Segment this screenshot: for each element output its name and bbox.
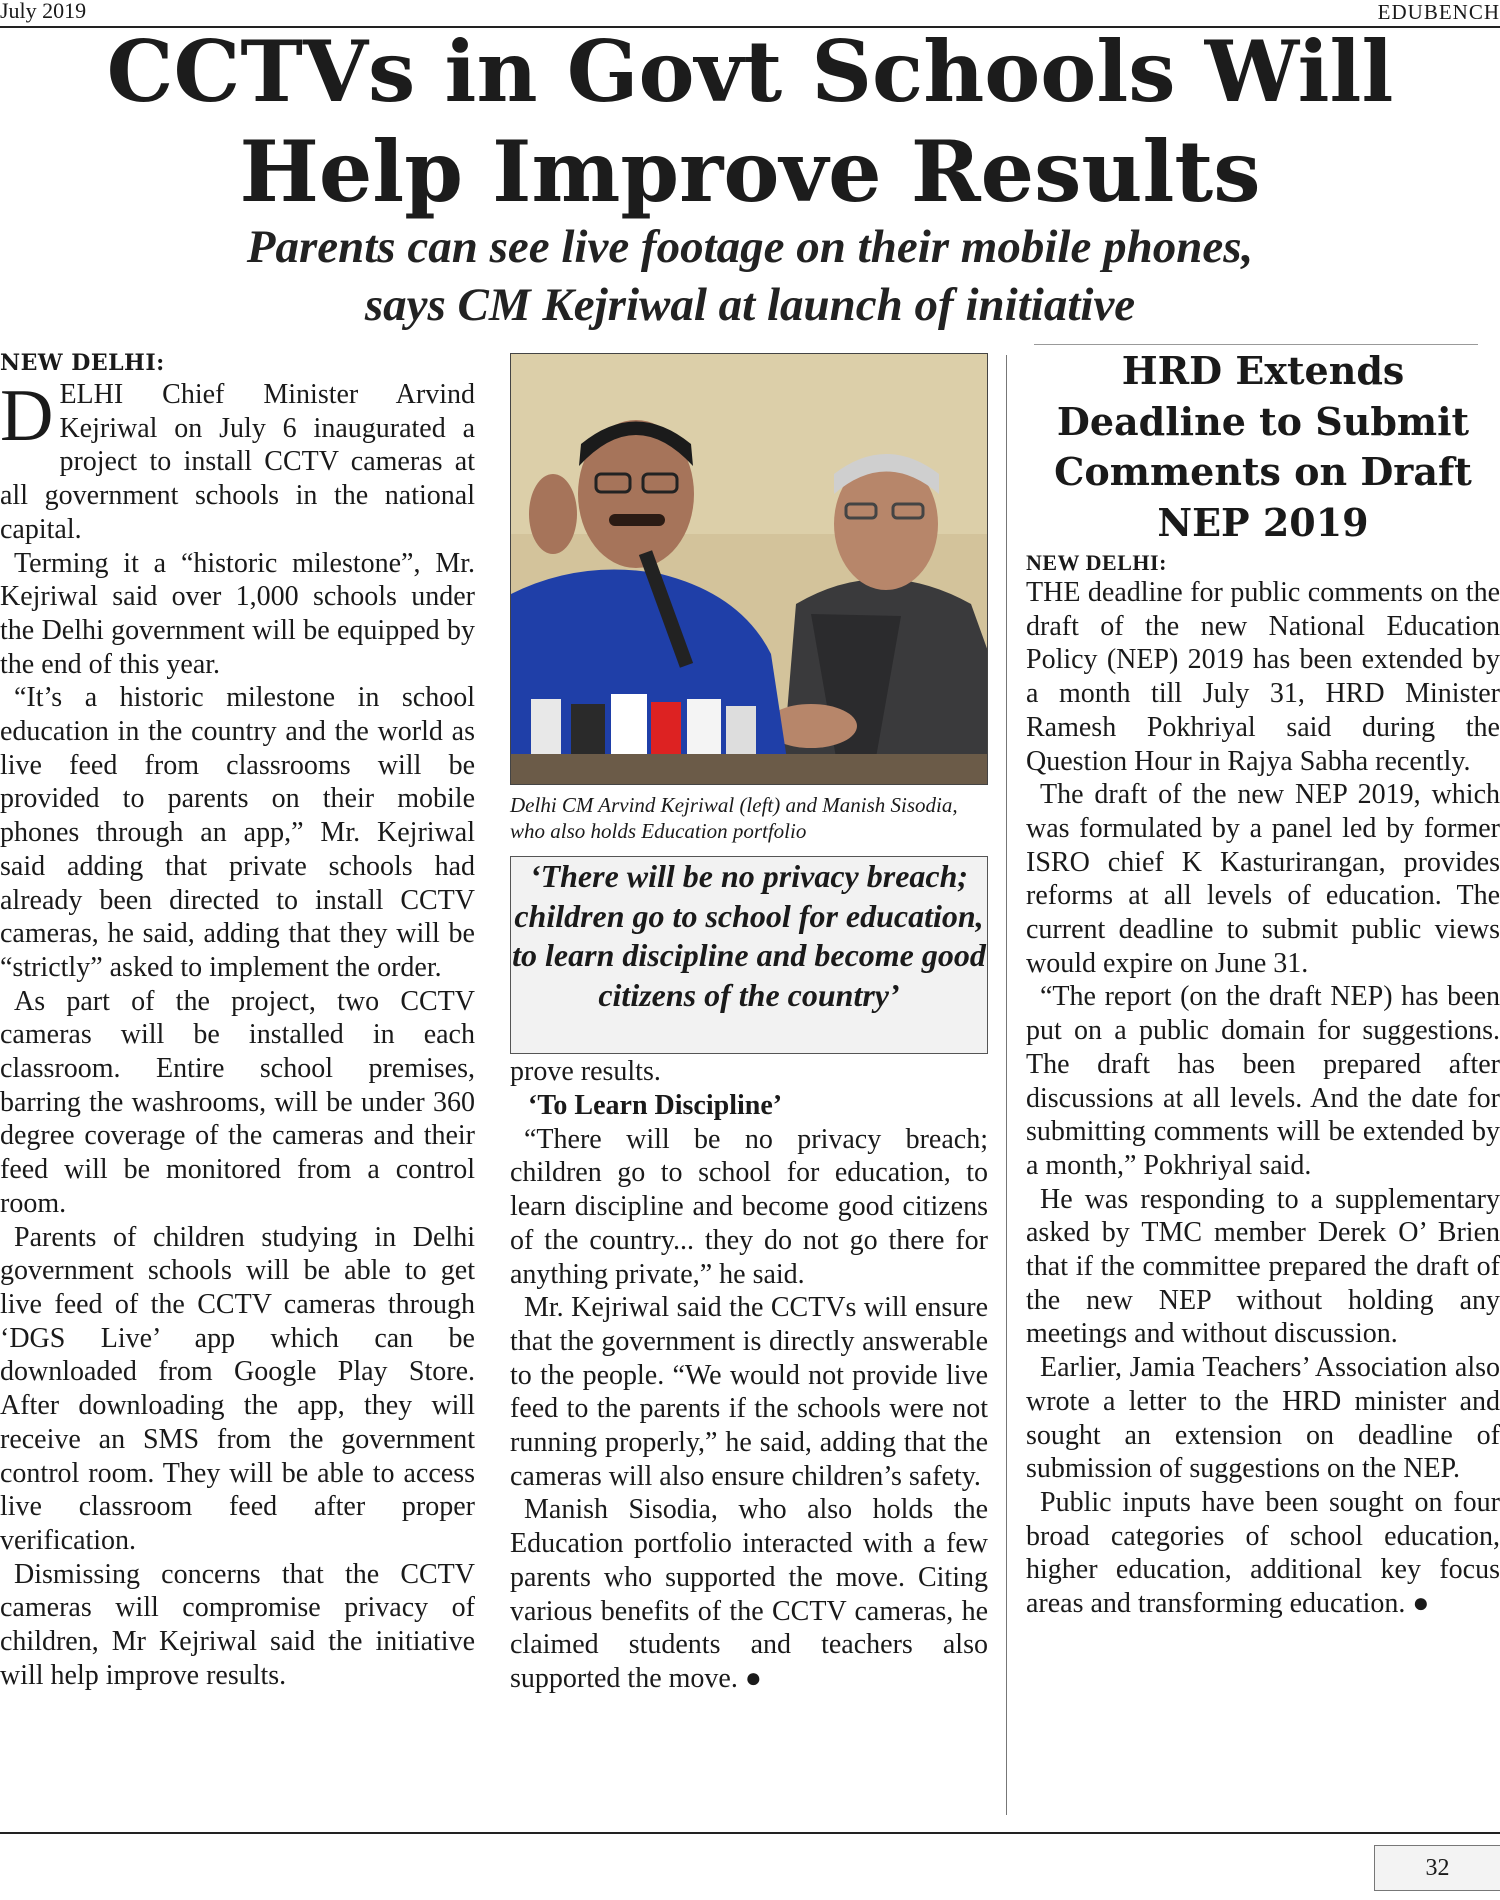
photo-illustration	[511, 354, 988, 785]
article-subheading-rendered: ‘To Learn Discipline’	[528, 1090, 783, 1121]
sidebar-paragraph: He was responding to a supplementary asked by TMC member Derek O’ Brien that if the committee prepared the draft of the new NEP without holding any meetings and without discussion.	[1026, 1183, 1500, 1350]
article-column-2-continuation	[510, 1055, 988, 1089]
article-dateline: NEW DELHI:	[0, 350, 165, 376]
sidebar-paragraph: The draft of the new NEP 2019, which was formulated by a panel led by former ISRO chief K Kasturirangan, provides reforms at all levels of education. The current deadline to submit public views would expire on June 31.	[1026, 779, 1500, 979]
article-paragraph	[0, 375, 475, 547]
continued-text: prove results.	[510, 1056, 661, 1087]
article-photo	[510, 353, 988, 785]
headline-line-1: CCTVs in Govt Schools Will	[106, 22, 1394, 121]
sidebar-paragraph: “The report (on the draft NEP) has been put on a public domain for suggestions. The draft has been prepared after discussions at all levels. And the date for submitting comments will be extended by a month,” Pokhriyal said.	[1026, 981, 1500, 1181]
subhead-line-2: says CM Kejriwal at launch of initiative	[364, 279, 1136, 331]
sidebar-paragraph: Earlier, Jamia Teachers’ Association also wrote a letter to the HRD minister and sought an extension on deadline of submission of suggestions on the NEP.	[1026, 1352, 1500, 1485]
sidebar-paragraph: Public inputs have been sought on four broad categories of school education, higher education, additional key focus areas and transforming education. ●	[1026, 1486, 1500, 1620]
sidebar-headline: HRD Extends Deadline to Submit Comments on Draft NEP 2019	[1054, 348, 1472, 545]
page-number: 32	[1374, 1845, 1500, 1891]
article-paragraph-text: ELHI Chief Minister Arvind Kejriwal on July 6 inaugurated a project to install CCTV cameras at all government schools in the national capital.	[0, 379, 475, 545]
article-paragraph: “There will be no privacy breach; children go to school for education, to learn discipline and become good citizens of the country... they do not go there for anything private,” he said.	[510, 1123, 988, 1290]
article-paragraph: As part of the project, two CCTV cameras will be installed in each classroom. Entire school premises, barring the washrooms, will be under 360 degree coverage of the cameras and their feed will be monitored from a control room.	[0, 985, 475, 1219]
subhead-line-1: Parents can see live footage on their mobile phones,	[246, 221, 1254, 273]
article-column-2-body	[510, 1089, 988, 1696]
photo-caption: Delhi CM Arvind Kejriwal (left) and Manish Sisodia, who also holds Education portfolio	[510, 793, 958, 843]
article-paragraph: Mr. Kejriwal said the CCTVs will ensure that the government is directly answerable to the people. “We would not provide live feed to the parents if the schools were not running properly,” he said, adding that the cameras will also ensure children’s safety.	[510, 1292, 988, 1492]
column-divider	[1006, 355, 1007, 1815]
sidebar-paragraph: THE deadline for public comments on the draft of the new National Education Policy (NEP) 2019 has been extended by a month till July 31, HRD Minister Ramesh Pokhriyal said during the Question Hour in Rajya Sabha recently.	[1026, 577, 1500, 777]
footer-rule	[0, 1832, 1500, 1834]
article-headline	[0, 22, 1500, 222]
article-paragraph: Manish Sisodia, who also holds the Education portfolio interacted with a few parents who supported the move. Citing various benefits of the CCTV cameras, he claimed students and teachers also supported the move. ●	[510, 1494, 988, 1694]
article-paragraph: Parents of children studying in Delhi government schools will be able to get live feed of the CCTV cameras through ‘DGS Live’ app which can be downloaded from Google Play Store. After downloading the app, they will receive an SMS from the government control room. They will be able to access live classroom feed after proper verification.	[0, 1221, 475, 1556]
pull-quote: ‘There will be no privacy breach; children go to school for education, to learn discipline and become good citizens of the country’	[510, 856, 988, 1054]
article-subhead	[0, 218, 1500, 334]
publication-name: EDUBENCH	[1377, 0, 1500, 24]
sidebar-dateline: NEW DELHI:	[1026, 550, 1167, 575]
article-paragraph: Terming it a “historic milestone”, Mr. Kejriwal said over 1,000 schools under the Delhi government will be equipped by the end of this year.	[0, 547, 475, 680]
headline-line-2: Help Improve Results	[239, 122, 1261, 221]
issue-date: July 2019	[0, 0, 87, 23]
article-column-1	[0, 375, 475, 1692]
drop-cap: D	[0, 375, 54, 457]
article-paragraph: Dismissing concerns that the CCTV cameras will compromise privacy of children, Mr Kejriwal said the initiative will help improve results.	[0, 1558, 475, 1691]
sidebar-top-rule	[1034, 344, 1478, 345]
article-paragraph: “It’s a historic milestone in school education in the country and the world as live feed from classrooms will be provided to parents on their mobile phones through an app,” Mr. Kejriwal said adding that private schools had already been directed to install CCTV cameras, he said, adding that they will be “strictly” asked to implement the order.	[0, 682, 475, 983]
sidebar-column	[1026, 550, 1500, 1621]
